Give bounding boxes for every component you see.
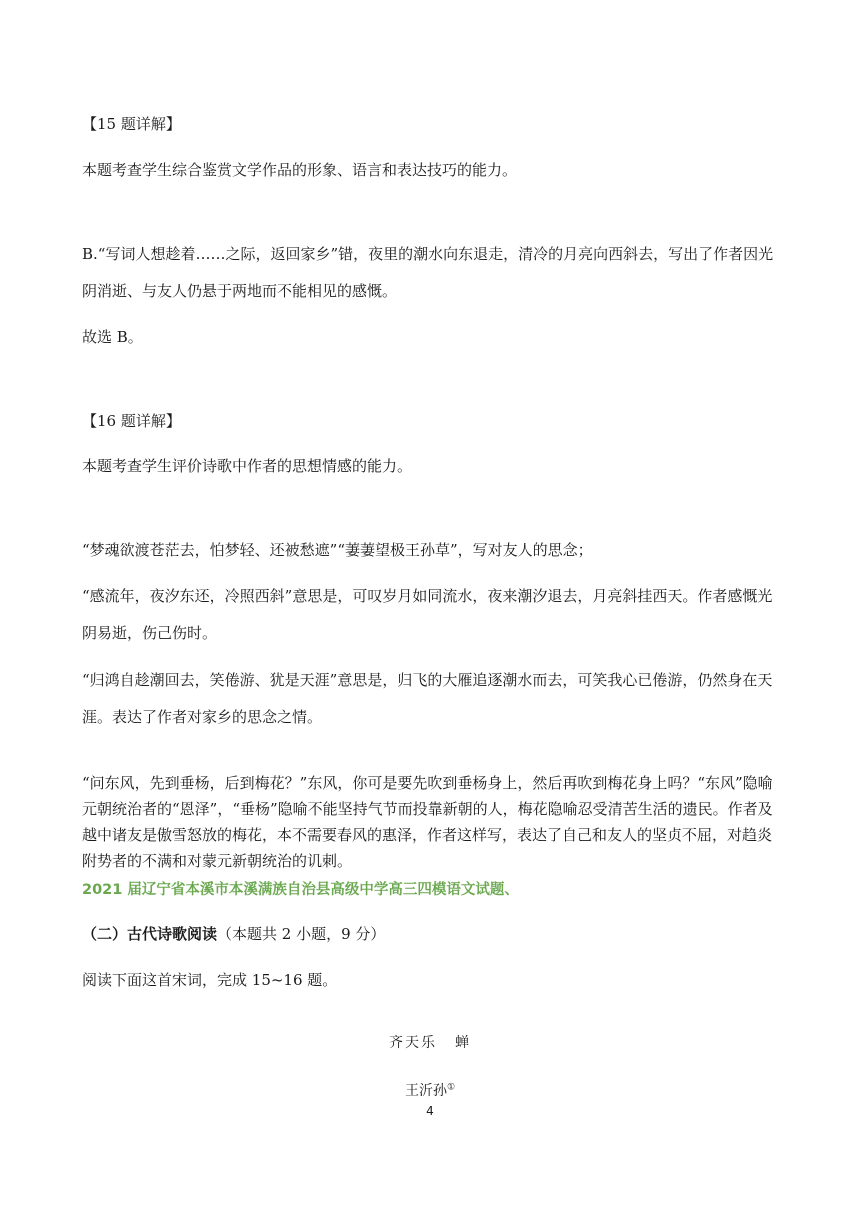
q15-answer: 故选 B。 [82, 328, 143, 346]
q15-intro: 本题考查学生综合鉴赏文学作品的形象、语言和表达技巧的能力。 [82, 161, 518, 179]
q16-intro: 本题考查学生评价诗歌中作者的思想情感的能力。 [82, 457, 413, 475]
poem-note-mark: ① [446, 1082, 456, 1093]
page-number: 4 [426, 1104, 434, 1118]
poem-author [0, 1080, 860, 1100]
q15-analysis: B.“写词人想趁着……之际，返回家乡”错，夜里的潮水向东退走，清冷的月亮向西斜去，写出了作者因光阴消逝、与友人仍悬于两地而不能相见的感慨。 [82, 245, 774, 300]
section-title [82, 916, 782, 953]
section-instruction: 阅读下面这首宋词，完成 15~16 题。 [82, 971, 338, 989]
q16-heading: 【16 题详解】 [82, 412, 181, 430]
poem-subject: 蝉 [455, 1035, 471, 1051]
section-title-bold: （二）古代诗歌阅读 [82, 925, 218, 943]
q16-point-4: “问东风，先到垂杨，后到梅花？”东风，你可是要先吹到垂杨身上，然后再吹到梅花身上吗？“东风”隐喻元朝统治者的“恩泽”，“垂杨”隐喻不能坚持气节而投靠新朝的人，梅花隐喻忍受清苦生活的遗民。作者及越中诸友是傲雪怒放的梅花，本不需要春风的惠泽，作者这样写，表达了自己和友人的坚贞不屈，对趋炎附势者的不满和对蒙元新朝统治的讥刺。 [82, 774, 773, 870]
poem-title [0, 1032, 860, 1052]
q15-heading: 【15 题详解】 [82, 115, 181, 133]
section-title-rest: （本题共 2 小题，9 分） [217, 925, 386, 943]
source-title: 2021 届辽宁省本溪市本溪满族自治县高级中学高三四模语文试题、 [82, 882, 519, 898]
poem-author-name: 王沂孙 [404, 1083, 447, 1099]
q16-point-2: “感流年，夜汐东还，冷照西斜”意思是，可叹岁月如同流水，夜来潮汐退去，月亮斜挂西天。作者感慨光阴易逝，伤己伤时。 [82, 587, 773, 642]
q16-point-3: “归鸿自趁潮回去，笑倦游、犹是天涯”意思是，归飞的大雁追逐潮水而去，可笑我心已倦游，仍然身在天涯。表达了作者对家乡的思念之情。 [82, 671, 773, 726]
q16-point-1: “梦魂欲渡苍茫去，怕梦轻、还被愁遮”“萋萋望极王孙草”，写对友人的思念； [82, 541, 593, 559]
poem-tune: 齐天乐 [389, 1035, 437, 1051]
